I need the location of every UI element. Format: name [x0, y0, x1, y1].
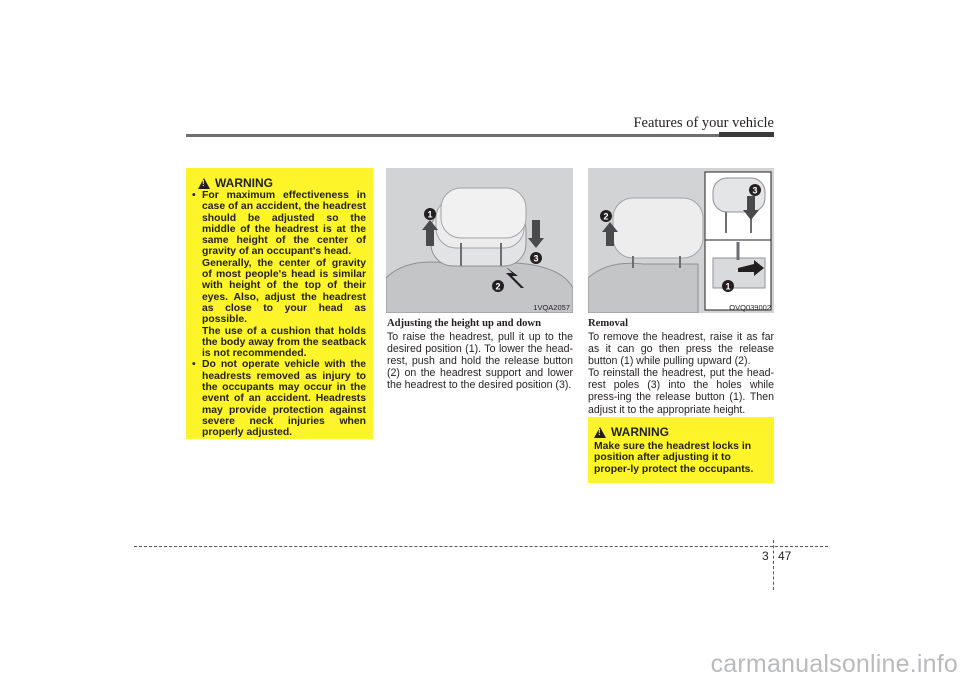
headrest-removal-illustration	[588, 168, 774, 313]
section-heading-removal: Removal	[588, 318, 629, 329]
warning-list	[188, 190, 366, 439]
section-text-removal	[588, 331, 774, 416]
warning-heading	[198, 176, 273, 190]
page-chapter: 3	[762, 549, 769, 563]
header-rule	[186, 134, 719, 137]
figure-headrest-removal	[588, 168, 774, 313]
svg-text:1: 1	[725, 281, 731, 292]
figure-code: 1VQA2057	[533, 303, 570, 312]
warning-item-text: • For maximum effectiveness in case of an accident, the headrest should be adjusted so the middle of the headrest is at the same height of the center of gravity of an occupant's head.	[202, 190, 366, 258]
warning-box-headrest	[186, 168, 373, 439]
figure-headrest-adjust	[386, 168, 573, 313]
warning-item	[188, 359, 366, 438]
warning-box-lock	[588, 417, 774, 483]
watermark: carmanualsonline.info	[710, 650, 958, 678]
svg-text:2: 2	[495, 281, 501, 292]
headrest-adjust-illustration	[386, 168, 573, 313]
warning-triangle-icon	[594, 427, 606, 438]
svg-text:3: 3	[533, 253, 539, 264]
warning-text: Make sure the headrest locks in position after adjusting it to proper-ly protect the occupants.	[594, 441, 754, 475]
paragraph: To reinstall the headrest, put the head-rest poles (3) into the holes while press-ing the release button (1). Then adjust it to the appropriate height.	[588, 367, 774, 416]
warning-item-text: The use of a cushion that holds the body away from the seatback is not recommended.	[202, 325, 366, 360]
warning-item-text: Generally, the center of gravity of most people's head is similar with height of the top of their eyes. Also, adjust the headrest as close to your head as possible.	[202, 257, 366, 326]
footer-rule	[134, 546, 828, 547]
figure-code: OVQ039002	[729, 303, 771, 312]
svg-text:1: 1	[427, 209, 433, 220]
page-header-title: Features of your vehicle	[633, 115, 774, 131]
page-number: 47	[778, 549, 792, 563]
footer-divider	[773, 540, 774, 590]
warning-item-text: • Do not operate vehicle with the headrests removed as injury to the occupants may occur in the event of an accident. Headrests may provide protection against severe neck injuries when properly adjusted.	[202, 359, 366, 439]
svg-text:3: 3	[752, 185, 758, 196]
svg-text:2: 2	[603, 211, 609, 222]
warning-heading	[594, 425, 669, 439]
section-text-adjust: To raise the headrest, pull it up to the desired position (1). To lower the head-rest, push and hold the release button (2) on the headrest support and lower the headrest to the desired position (3).	[387, 331, 573, 392]
warning-heading-label: WARNING	[215, 176, 273, 190]
warning-heading-label: WARNING	[611, 425, 669, 439]
warning-triangle-icon	[198, 178, 210, 189]
header-rule-accent	[719, 132, 774, 137]
warning-item	[188, 190, 366, 359]
section-heading-adjust: Adjusting the height up and down	[387, 318, 541, 329]
paragraph: To remove the headrest, raise it as far as it can go then press the release button (1) while pulling upward (2).	[588, 331, 774, 368]
